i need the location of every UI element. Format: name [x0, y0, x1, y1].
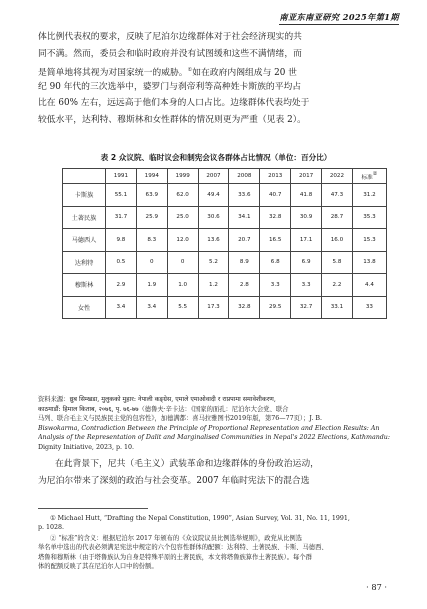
table-cell: 13.6 — [198, 229, 229, 252]
table-cell: 0 — [167, 251, 198, 274]
body-line: 纪 90 年代的三次选举中，婆罗门与刹帝利等高种姓卡斯族的平均占 — [38, 81, 302, 92]
footnote-text: “标准”的含义：根据尼泊尔 2017 年颁布的《众议院议员比例选举规则》，政党从比例选 — [58, 535, 303, 542]
table-cell: 41.8 — [291, 184, 322, 207]
table-cell: 6.9 — [291, 251, 322, 274]
table-cell: 32.7 — [291, 296, 322, 319]
body-line: 同不满。然而，委员会和临时政府并没有试图缓和这些不满情绪，而 — [38, 48, 302, 59]
table-header-row — [63, 169, 387, 184]
representation-table — [62, 168, 387, 319]
body-line-text: 是简单地将其视为对国家统一的威胁。 — [38, 68, 188, 78]
table-cell: 31.7 — [106, 206, 137, 229]
group-name-cell: 穆斯林 — [63, 274, 106, 297]
table-header-corner — [63, 169, 106, 184]
table-cell: 33.1 — [322, 296, 353, 319]
source-line: 马列、联合毛主义与民族民主党的包容性》，加德满都：喜马拉雅图书2019年版，第76—77页）；J. B. — [38, 415, 322, 423]
table-cell: 3.4 — [136, 296, 167, 319]
body-line: 比在 60% 左右，远远高于他们本身的人口占比。边缘群体代表均处于 — [38, 98, 310, 108]
table-header-year: 2013 — [260, 169, 291, 184]
table-header-year: 1994 — [136, 169, 167, 184]
table-cell: 49.4 — [198, 184, 229, 207]
table-cell: 33 — [352, 296, 386, 319]
table-title: 表 2 众议院、临时议会和制宪会议各群体占比情况（单位：百分比） — [100, 153, 332, 162]
footnote-line: 塔鲁和穆斯林（由于塔鲁族认为自身是特殊平原的土著民族，本文将塔鲁族算作土著民族）。每个群 — [38, 553, 312, 561]
source-line: Analysis of the Representation of Dalit and Marginalised Communities in Nepal's 2022 Elections, Kathmandu: — [38, 434, 390, 442]
table-cell: 28.7 — [322, 206, 353, 229]
footnote-line: p. 1028. — [38, 524, 65, 532]
table-cell: 40.7 — [260, 184, 291, 207]
table-cell: 29.5 — [260, 296, 291, 319]
body-paragraph-2 — [38, 456, 394, 489]
table-cell: 32.8 — [229, 296, 260, 319]
table-cell: 8.9 — [229, 251, 260, 274]
table-cell: 3.3 — [260, 274, 291, 297]
table-cell: 15.3 — [352, 229, 386, 252]
table-cell: 16.5 — [260, 229, 291, 252]
table-cell: 5.2 — [198, 251, 229, 274]
body-line — [38, 62, 394, 79]
table-header-standard — [352, 169, 386, 184]
page-number: · 87 · — [366, 582, 387, 592]
footnote-text: Michael Hutt, “Drafting the Nepal Constitution, 1990”, Asian Survey, Vol. 31, No. 11, 1991, — [57, 515, 350, 522]
source-line: Biswokarma, Contradiction Between the Principle of Proportional Representation and Election Results: An — [38, 424, 380, 432]
table-cell: 33.6 — [229, 184, 260, 207]
footnote-marker: ② — [50, 535, 57, 542]
table-cell: 30.6 — [198, 206, 229, 229]
table-header-year: 2008 — [229, 169, 260, 184]
body-line: 在此背景下，尼共（毛主义）武装革命和边缘群体的身份政治运动， — [55, 459, 319, 469]
table-source-note — [38, 395, 394, 453]
footnote-1 — [38, 514, 394, 533]
table-cell: 2.9 — [106, 274, 137, 297]
table-cell: 31.2 — [352, 184, 386, 207]
body-line-text: 如在政府内阁组成与 20 世 — [192, 68, 297, 78]
footnote-2 — [38, 534, 394, 572]
table-cell: 63.9 — [136, 184, 167, 207]
footnote-ref-2[interactable]: ② — [372, 171, 378, 177]
table-cell: 12.0 — [167, 229, 198, 252]
table-cell: 30.9 — [291, 206, 322, 229]
table-cell: 2.2 — [322, 274, 353, 297]
table-cell: 35.3 — [352, 206, 386, 229]
footnote-line — [38, 514, 394, 523]
body-line: 为尼泊尔带来了深刻的政治与社会变革。2007 年临时宪法下的混合选 — [38, 475, 310, 486]
footnote-marker: ① — [50, 515, 56, 522]
table-cell: 32.8 — [260, 206, 291, 229]
table-cell: 3.3 — [291, 274, 322, 297]
table-cell: 3.4 — [106, 296, 137, 319]
footnote-ref-1[interactable]: ① — [187, 67, 193, 73]
table-row — [63, 251, 387, 274]
source-line: काठमाडौं: हिमाल किताब, २०७६, पृ. ७६-७७（德鲁夫·辛卡达：《国家的面孔：尼泊尔大会党、联合 — [38, 405, 289, 413]
table-cell: 9.8 — [106, 229, 137, 252]
table-cell: 47.3 — [322, 184, 353, 207]
table-cell: 20.7 — [229, 229, 260, 252]
body-line: 体比例代表权的要求，反映了尼泊尔边缘群体对于社会经济现实的共 — [38, 32, 302, 42]
standard-label: 标准 — [361, 175, 373, 181]
group-name-cell: 土著民族 — [63, 206, 106, 229]
table-row — [63, 229, 387, 252]
table-cell: 2.8 — [229, 274, 260, 297]
group-name-cell: 女性 — [63, 296, 106, 319]
table-cell: 5.5 — [167, 296, 198, 319]
table-cell: 55.1 — [106, 184, 137, 207]
source-line: Dignity Initiative, 2023, p. 10. — [38, 443, 135, 451]
running-head: 南亚东南亚研究 2025年第1期 — [279, 12, 399, 25]
table-cell: 8.3 — [136, 229, 167, 252]
source-line: 资料来源：ध्रुब सिम्खडा, मुलुकको मुहार: नेपाली कङ्ग्रेस, एमाले एमाओवादी र राप्रपामा समावेशीकरण, — [38, 396, 276, 403]
table-row — [63, 206, 387, 229]
footnote-line: 举名单中选出的代表必须满足宪法中规定的六个包容性群体的配额：达利特、土著民族、卡斯、马德西、 — [38, 544, 328, 552]
body-paragraph-1 — [38, 29, 394, 128]
table-cell: 34.1 — [229, 206, 260, 229]
table-cell: 16.0 — [322, 229, 353, 252]
table-row — [63, 184, 387, 207]
table-cell: 0 — [136, 251, 167, 274]
table-cell: 1.9 — [136, 274, 167, 297]
table-cell: 25.9 — [136, 206, 167, 229]
table-cell: 4.4 — [352, 274, 386, 297]
body-line: 较低水平，达利特、穆斯林和女性群体的情况则更为严重（见表 2）。 — [38, 114, 306, 125]
group-name-cell: 马德西人 — [63, 229, 106, 252]
table-header-year: 2022 — [322, 169, 353, 184]
table-row — [63, 296, 387, 319]
footnote-divider — [38, 508, 148, 509]
footnote-line: 体的配额反映了其在尼泊尔人口中的份额。 — [38, 563, 158, 571]
table-row — [63, 274, 387, 297]
table-header-year: 1999 — [167, 169, 198, 184]
group-name-cell: 达利特 — [63, 251, 106, 274]
footnote-line — [38, 534, 394, 543]
table-cell: 25.0 — [167, 206, 198, 229]
table-cell: 5.8 — [322, 251, 353, 274]
table-cell: 0.5 — [106, 251, 137, 274]
table-cell: 1.0 — [167, 274, 198, 297]
table-cell: 17.1 — [291, 229, 322, 252]
table-header-year: 2007 — [198, 169, 229, 184]
table-header-year: 2017 — [291, 169, 322, 184]
group-name-cell: 卡斯族 — [63, 184, 106, 207]
table-header-year: 1991 — [106, 169, 137, 184]
table-cell: 13.8 — [352, 251, 386, 274]
table-cell: 6.8 — [260, 251, 291, 274]
table-cell: 1.2 — [198, 274, 229, 297]
table-cell: 62.0 — [167, 184, 198, 207]
table-cell: 17.3 — [198, 296, 229, 319]
